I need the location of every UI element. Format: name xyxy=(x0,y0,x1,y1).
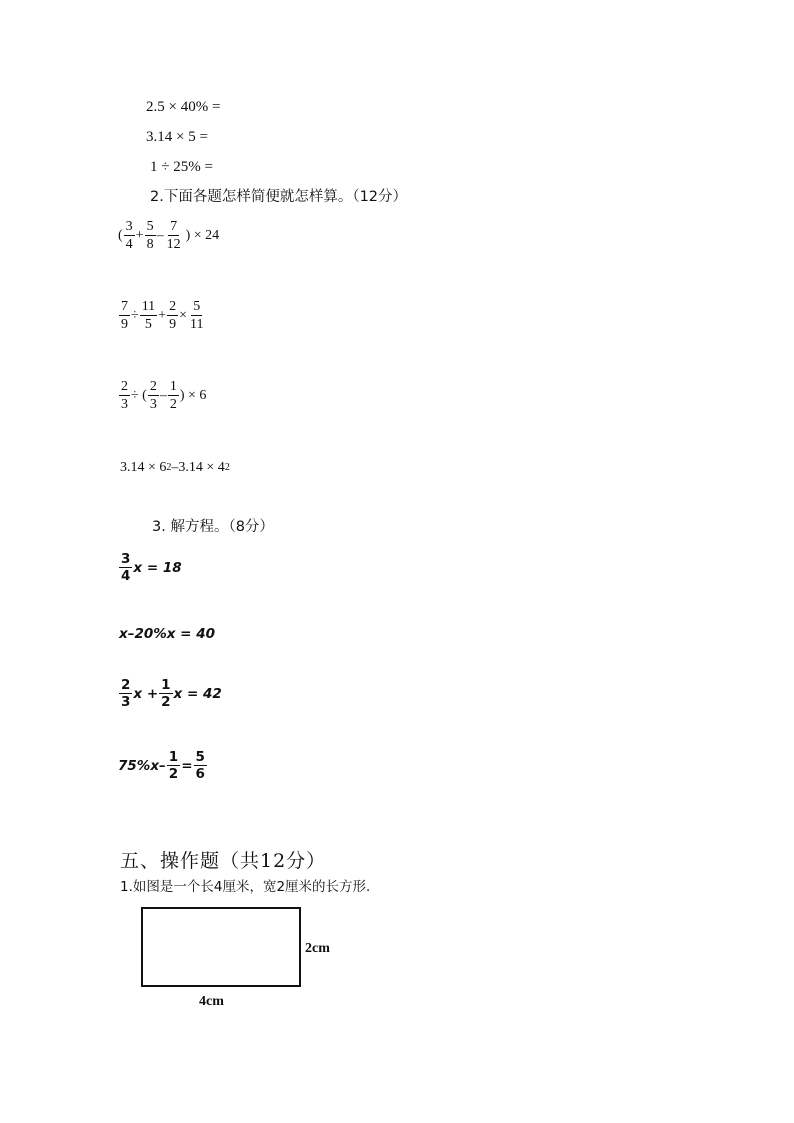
open-paren: ( xyxy=(118,227,123,243)
denominator: 3 xyxy=(149,397,157,412)
denominator: 6 xyxy=(195,766,205,782)
expression-4: 3.14 × 6 2 –3.14 × 4 2 xyxy=(120,460,230,475)
length-label: 4cm xyxy=(199,994,224,1009)
calc-line-1: 2.5 × 40% = xyxy=(146,99,221,115)
numerator: 1 xyxy=(168,749,179,765)
operator: + xyxy=(135,227,144,243)
section-3-title: 3. 解方程。（8分） xyxy=(152,519,274,535)
denominator: 11 xyxy=(189,317,204,332)
fraction xyxy=(167,749,180,782)
equals-sign: = xyxy=(181,757,193,774)
numerator: 5 xyxy=(193,299,201,314)
denominator: 5 xyxy=(144,317,152,332)
expression-tail: ) × 6 xyxy=(179,387,207,403)
equation-2 xyxy=(119,626,215,642)
equation-rest: x = 18 xyxy=(133,559,182,576)
numerator: 3 xyxy=(125,219,133,234)
fraction xyxy=(188,298,205,333)
equation-text: x–20%x = 40 xyxy=(119,626,215,642)
numerator: 2 xyxy=(149,379,157,394)
denominator: 3 xyxy=(121,694,131,710)
denominator: 2 xyxy=(168,766,179,782)
equation-4 xyxy=(118,749,208,782)
equation-middle: x + xyxy=(133,685,159,702)
equation-1 xyxy=(118,551,182,584)
fraction xyxy=(148,378,159,413)
numerator: 1 xyxy=(169,379,177,394)
denominator: 4 xyxy=(121,568,131,584)
operator: – xyxy=(156,227,164,243)
denominator: 9 xyxy=(121,317,128,332)
numerator: 11 xyxy=(141,299,156,314)
numerator: 7 xyxy=(121,299,128,314)
numerator: 7 xyxy=(170,219,178,234)
fraction xyxy=(168,378,179,413)
operator: ÷ xyxy=(131,307,139,323)
numerator: 5 xyxy=(195,749,205,765)
section-2-title: 2.下面各题怎样简便就怎样算。（12分） xyxy=(150,189,408,205)
calc-line-2: 3.14 × 5 = xyxy=(146,129,208,145)
denominator: 2 xyxy=(169,397,177,412)
term: –3.14 × 4 xyxy=(171,460,225,475)
equation-3 xyxy=(118,677,222,710)
fraction xyxy=(145,218,156,253)
denominator: 3 xyxy=(121,397,128,412)
numerator: 5 xyxy=(146,219,154,234)
fraction xyxy=(124,218,135,253)
denominator: 8 xyxy=(146,237,154,252)
fraction xyxy=(165,218,183,253)
fraction xyxy=(194,749,207,782)
equation-lead: 75%x– xyxy=(118,757,166,774)
expression-tail: ) × 24 xyxy=(185,227,220,243)
denominator: 9 xyxy=(169,317,177,332)
fraction xyxy=(119,378,130,413)
fraction xyxy=(119,551,132,584)
section-5-heading: 五、操作题（共12分） xyxy=(120,850,327,872)
operator: + xyxy=(158,307,167,323)
fraction xyxy=(159,677,172,710)
operator: – xyxy=(159,387,167,403)
expression-1 xyxy=(118,218,219,253)
numerator: 2 xyxy=(169,299,177,314)
calc-line-3: 1 ÷ 25% = xyxy=(150,159,213,175)
operator: ÷ ( xyxy=(131,387,147,403)
numerator: 2 xyxy=(121,677,131,693)
expression-3 xyxy=(118,378,206,413)
fraction xyxy=(140,298,157,333)
numerator: 3 xyxy=(121,551,131,567)
fraction xyxy=(119,677,132,710)
question-1: 1.如图是一个长4厘米，宽2厘米的长方形． xyxy=(120,879,380,895)
operator: × xyxy=(179,307,187,323)
fraction xyxy=(167,298,178,333)
equation-rest: x = 42 xyxy=(173,685,222,702)
denominator: 2 xyxy=(161,694,171,710)
rectangle-figure xyxy=(141,907,301,987)
expression-2 xyxy=(118,298,206,333)
denominator: 12 xyxy=(166,237,181,252)
denominator: 4 xyxy=(125,237,133,252)
numerator: 2 xyxy=(121,379,128,394)
fraction xyxy=(119,298,130,333)
numerator: 1 xyxy=(161,677,171,693)
width-label: 2cm xyxy=(305,941,330,956)
term: 3.14 × 6 xyxy=(120,460,167,475)
